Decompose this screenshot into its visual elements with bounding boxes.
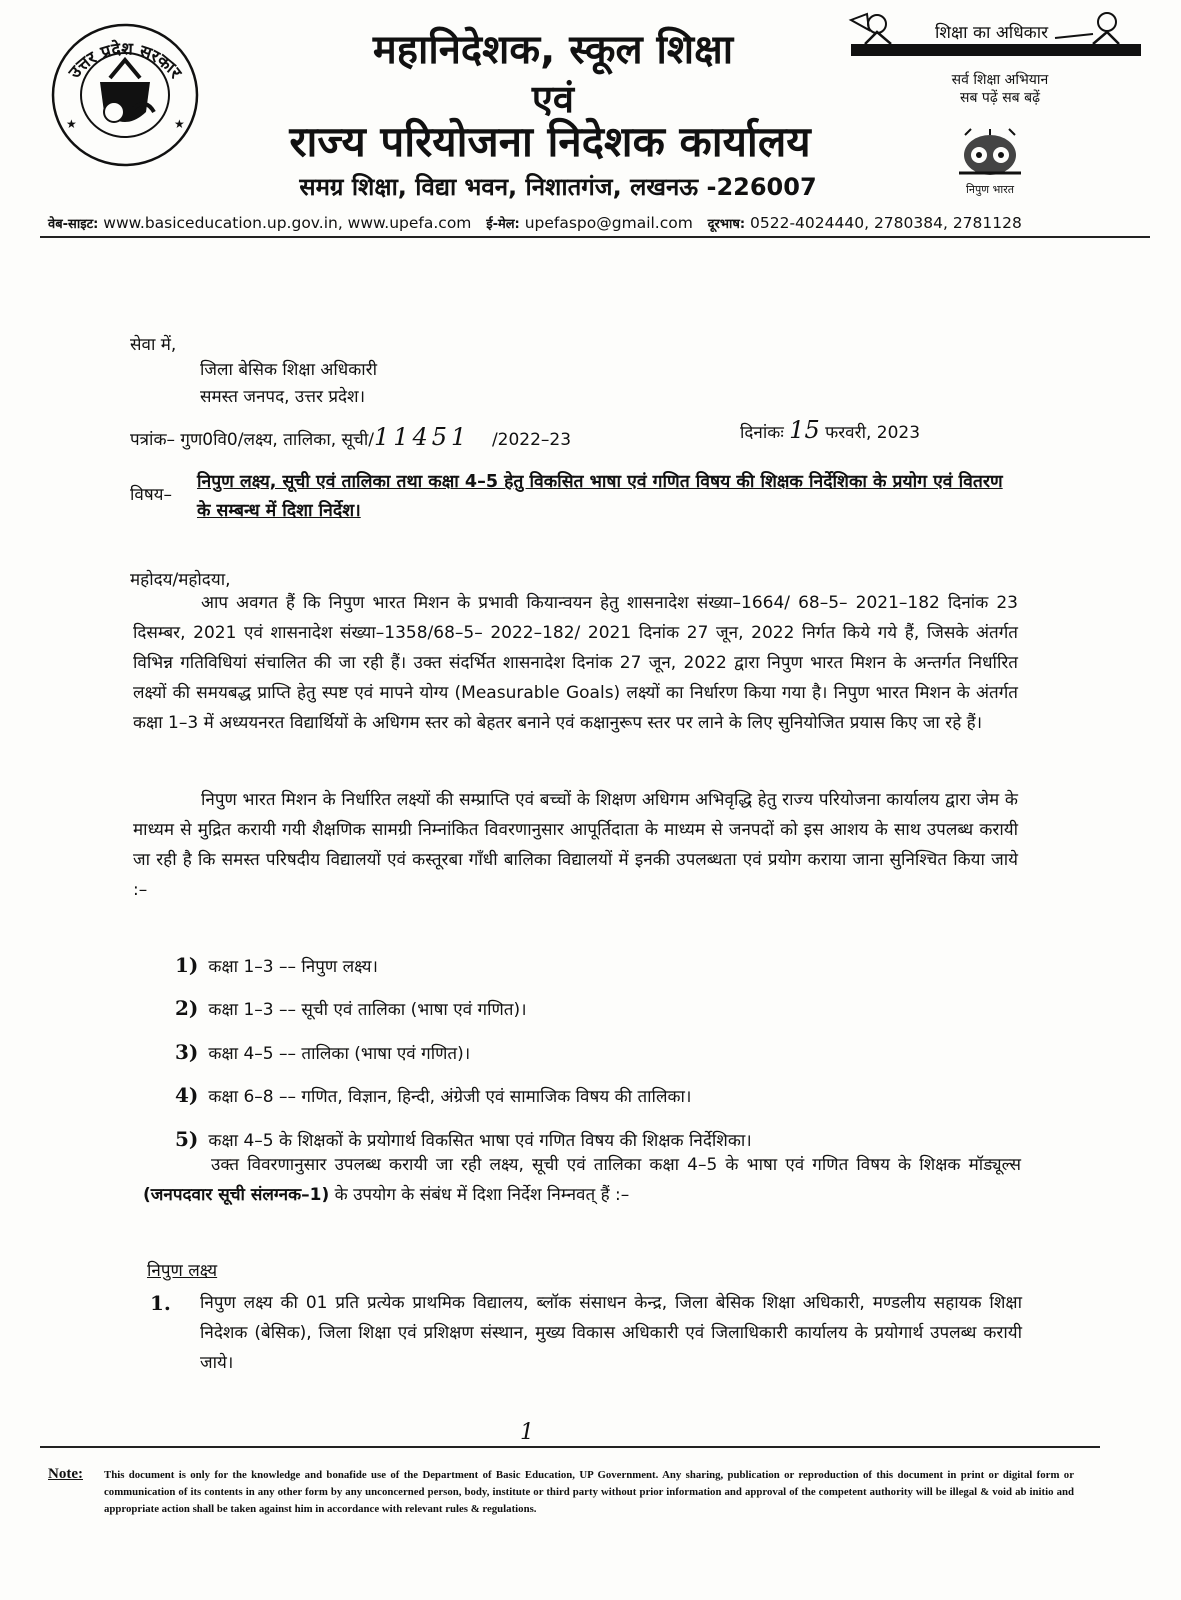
subject-label: विषय– xyxy=(130,485,173,505)
ssa-line2: सब पढ़ें सब बढ़ें xyxy=(960,90,1040,106)
paragraph-2-text: निपुण भारत मिशन के निर्धारित लक्ष्यों की सम्प्राप्ति एवं बच्चों के शिक्षण अधिगम अभिवृद्धि हेतु राज्य परियोजना कार्यालय द्वारा जेम के माध्यम से मुद्रित करायी गयी शैक्षणिक सामग्री निम्नांकित विवरणानुसार आपूर्तिदाता के माध्यम से जनपदों को इस आशय के साथ उपलब्ध करायी जा रही है कि समस्त परिषदीय विद्यालयों एवं कस्तूरबा गाँधी बालिका विद्यालयों में इनकी उपलब्धता एवं प्रयोग कराया जाना सुनिश्चित किया जाये :– xyxy=(133,790,1018,900)
reference-suffix: /2022–23 xyxy=(491,430,572,450)
list-item-text: कक्षा 4–5 –– तालिका (भाषा एवं गणित)। xyxy=(208,1044,471,1064)
contact-line xyxy=(48,214,1148,232)
list-item-text: कक्षा 6–8 –– गणित, विज्ञान, हिन्दी, अंग्रेजी एवं सामाजिक विषय की तालिका। xyxy=(208,1087,692,1107)
subject-text: निपुण लक्ष्य, सूची एवं तालिका तथा कक्षा 4–5 हेतु विकसित भाषा एवं गणित विषय की शिक्षक निर्देशिका के प्रयोग एवं वितरण के सम्बन्ध में दिशा निर्देश। xyxy=(197,472,1003,521)
list-item-number: 5) xyxy=(175,1127,199,1151)
date-month-year: फरवरी, 2023 xyxy=(825,423,921,443)
ssa-line1: सर्व शिक्षा अभियान xyxy=(951,72,1049,88)
list-item xyxy=(175,993,995,1025)
list-item-text: कक्षा 1–3 –– सूची एवं तालिका (भाषा एवं गणित)। xyxy=(208,1000,527,1020)
letter-date xyxy=(740,415,920,448)
page-number: 1 xyxy=(520,1420,534,1445)
paragraph-1-text: आप अवगत हैं कि निपुण भारत मिशन के प्रभावी कियान्वयन हेतु शासनादेश संख्या–1664/ 68–5– 2021–182 दिनांक 23 दिसम्बर, 2021 एवं शासनादेश संख्या–1358/68–5– 2022–182/ 2021 दिनांक 27 जून, 2022 निर्गत किये गये हैं, जिसके अंतर्गत विभिन्न गतिविधियां संचालित की जा रही हैं। उक्त संदर्भित शासनादेश दिनांक 27 जून, 2022 द्वारा निपुण भारत मिशन के अन्तर्गत निर्धारित लक्ष्यों की समयबद्ध प्राप्ति हेतु स्पष्ट एवं मापने योग्य (Measurable Goals) लक्ष्यों का निर्धारण किया गया है। निपुण भारत मिशन के अंतर्गत कक्षा 1–3 में अध्ययनरत विद्यार्थियों के अधिगम स्तर को बेहतर बनाने एवं कक्षानुरूप स्तर पर लाने के लिए सुनियोजित प्रयास किए जा रहे हैं। xyxy=(133,593,1018,733)
paragraph-3-end: के उपयोग के संबंध में दिशा निर्देश निम्नवत् हैं :– xyxy=(334,1185,630,1205)
paragraph-3-annexure: (जनपदवार सूची संलग्नक–1) xyxy=(143,1185,330,1205)
list-item-text: कक्षा 1–3 –– निपुण लक्ष्य। xyxy=(208,957,378,977)
point-number: 1. xyxy=(150,1291,171,1315)
note-text: This document is only for the knowledge and bonafide use of the Department of Basic Education, UP Government. Any sharing, publication or reproduction of this document in print or digital form or communication of its contents in any other form by any unconcerned person, body, institute or third party without prior information and approval of the competent authority will be illegal & void ab initio and appropriate action shall be taken against him in accordance with relevant rules & regulations. xyxy=(104,1469,1074,1515)
svg-text:★: ★ xyxy=(174,117,185,131)
nipun-bharat-caption: निपुण भारत xyxy=(965,183,1014,196)
header-title-line1: महानिदेशक, स्कूल शिक्षा xyxy=(372,27,734,73)
salutation: महोदय/महोदया, xyxy=(130,570,231,590)
website-links[interactable]: www.basiceducation.up.gov.in, www.upefa.com xyxy=(103,214,472,232)
paragraph-1 xyxy=(133,588,1018,738)
svg-text:★: ★ xyxy=(66,117,77,131)
seal-text: उत्तर प्रदेश सरकार xyxy=(64,39,186,83)
header-title-line3: राज्य परियोजना निदेशक कार्यालय xyxy=(289,117,811,166)
header-title-line2: एवं xyxy=(531,77,575,121)
list-item-text: कक्षा 4–5 के शिक्षकों के प्रयोगार्थ विकसित भाषा एवं गणित विषय की शिक्षक निर्देशिका। xyxy=(208,1131,752,1151)
reference-prefix: पत्रांक– गुण0वि0/लक्ष्य, तालिका, सूची/ xyxy=(130,430,374,450)
list-item-number: 3) xyxy=(175,1040,199,1064)
list-item xyxy=(175,1080,995,1112)
paragraph-3-start: उक्त विवरणानुसार उपलब्ध करायी जा रही लक्ष्य, सूची एवं तालिका कक्षा 4–5 के भाषा एवं गणित विषय के शिक्षक मॉड्यूल्स xyxy=(211,1155,1021,1175)
date-day-handwritten: 15 xyxy=(789,416,820,444)
note-label: Note: xyxy=(48,1466,83,1482)
phone-numbers: 0522-4024440, 2780384, 2781128 xyxy=(750,214,1022,232)
reference-number xyxy=(130,422,571,455)
footer-divider xyxy=(40,1446,1100,1448)
email-label: ई-मेल: xyxy=(486,217,520,232)
email-address[interactable]: upefaspo@gmail.com xyxy=(524,214,693,232)
list-item-number: 2) xyxy=(175,996,199,1020)
section-heading: निपुण लक्ष्य xyxy=(147,1261,218,1281)
header-divider xyxy=(40,236,1150,238)
website-label: वेब-साइट: xyxy=(48,217,99,232)
paragraph-3 xyxy=(143,1150,1021,1210)
list-item xyxy=(175,1037,995,1069)
reference-handwritten-number: 11451 xyxy=(373,423,471,451)
up-government-seal xyxy=(50,20,200,170)
nipun-bharat-logo xyxy=(945,125,1035,180)
list-item xyxy=(175,950,995,982)
date-label: दिनांकः xyxy=(740,423,784,443)
list-item-number: 1) xyxy=(175,953,199,977)
rte-logo-text: शिक्षा का अधिकार xyxy=(935,23,1049,43)
phone-label: दूरभाष: xyxy=(707,217,746,232)
point-1-text: निपुण लक्ष्य की 01 प्रति प्रत्येक प्राथमिक विद्यालय, ब्लॉक संसाधन केन्द्र, जिला बेसिक शिक्षा अधिकारी, मण्डलीय सहायक शिक्षा निदेशक (बेसिक), जिला शिक्षा एवं प्रशिक्षण संस्थान, मुख्य विकास अधिकारी एवं जिलाधिकारी कार्यालय के प्रयोगार्थ उपलब्ध करायी जाये। xyxy=(200,1293,1022,1373)
addressee-line2: जिला बेसिक शिक्षा अधिकारी xyxy=(200,360,378,380)
header-address: समग्र शिक्षा, विद्या भवन, निशातगंज, लखनऊ -226007 xyxy=(299,173,817,201)
addressee-line1: सेवा में, xyxy=(130,335,177,355)
paragraph-2 xyxy=(133,785,1018,905)
list-item-number: 4) xyxy=(175,1083,199,1107)
addressee-line3: समस्त जनपद, उत्तर प्रदेश। xyxy=(200,387,366,407)
